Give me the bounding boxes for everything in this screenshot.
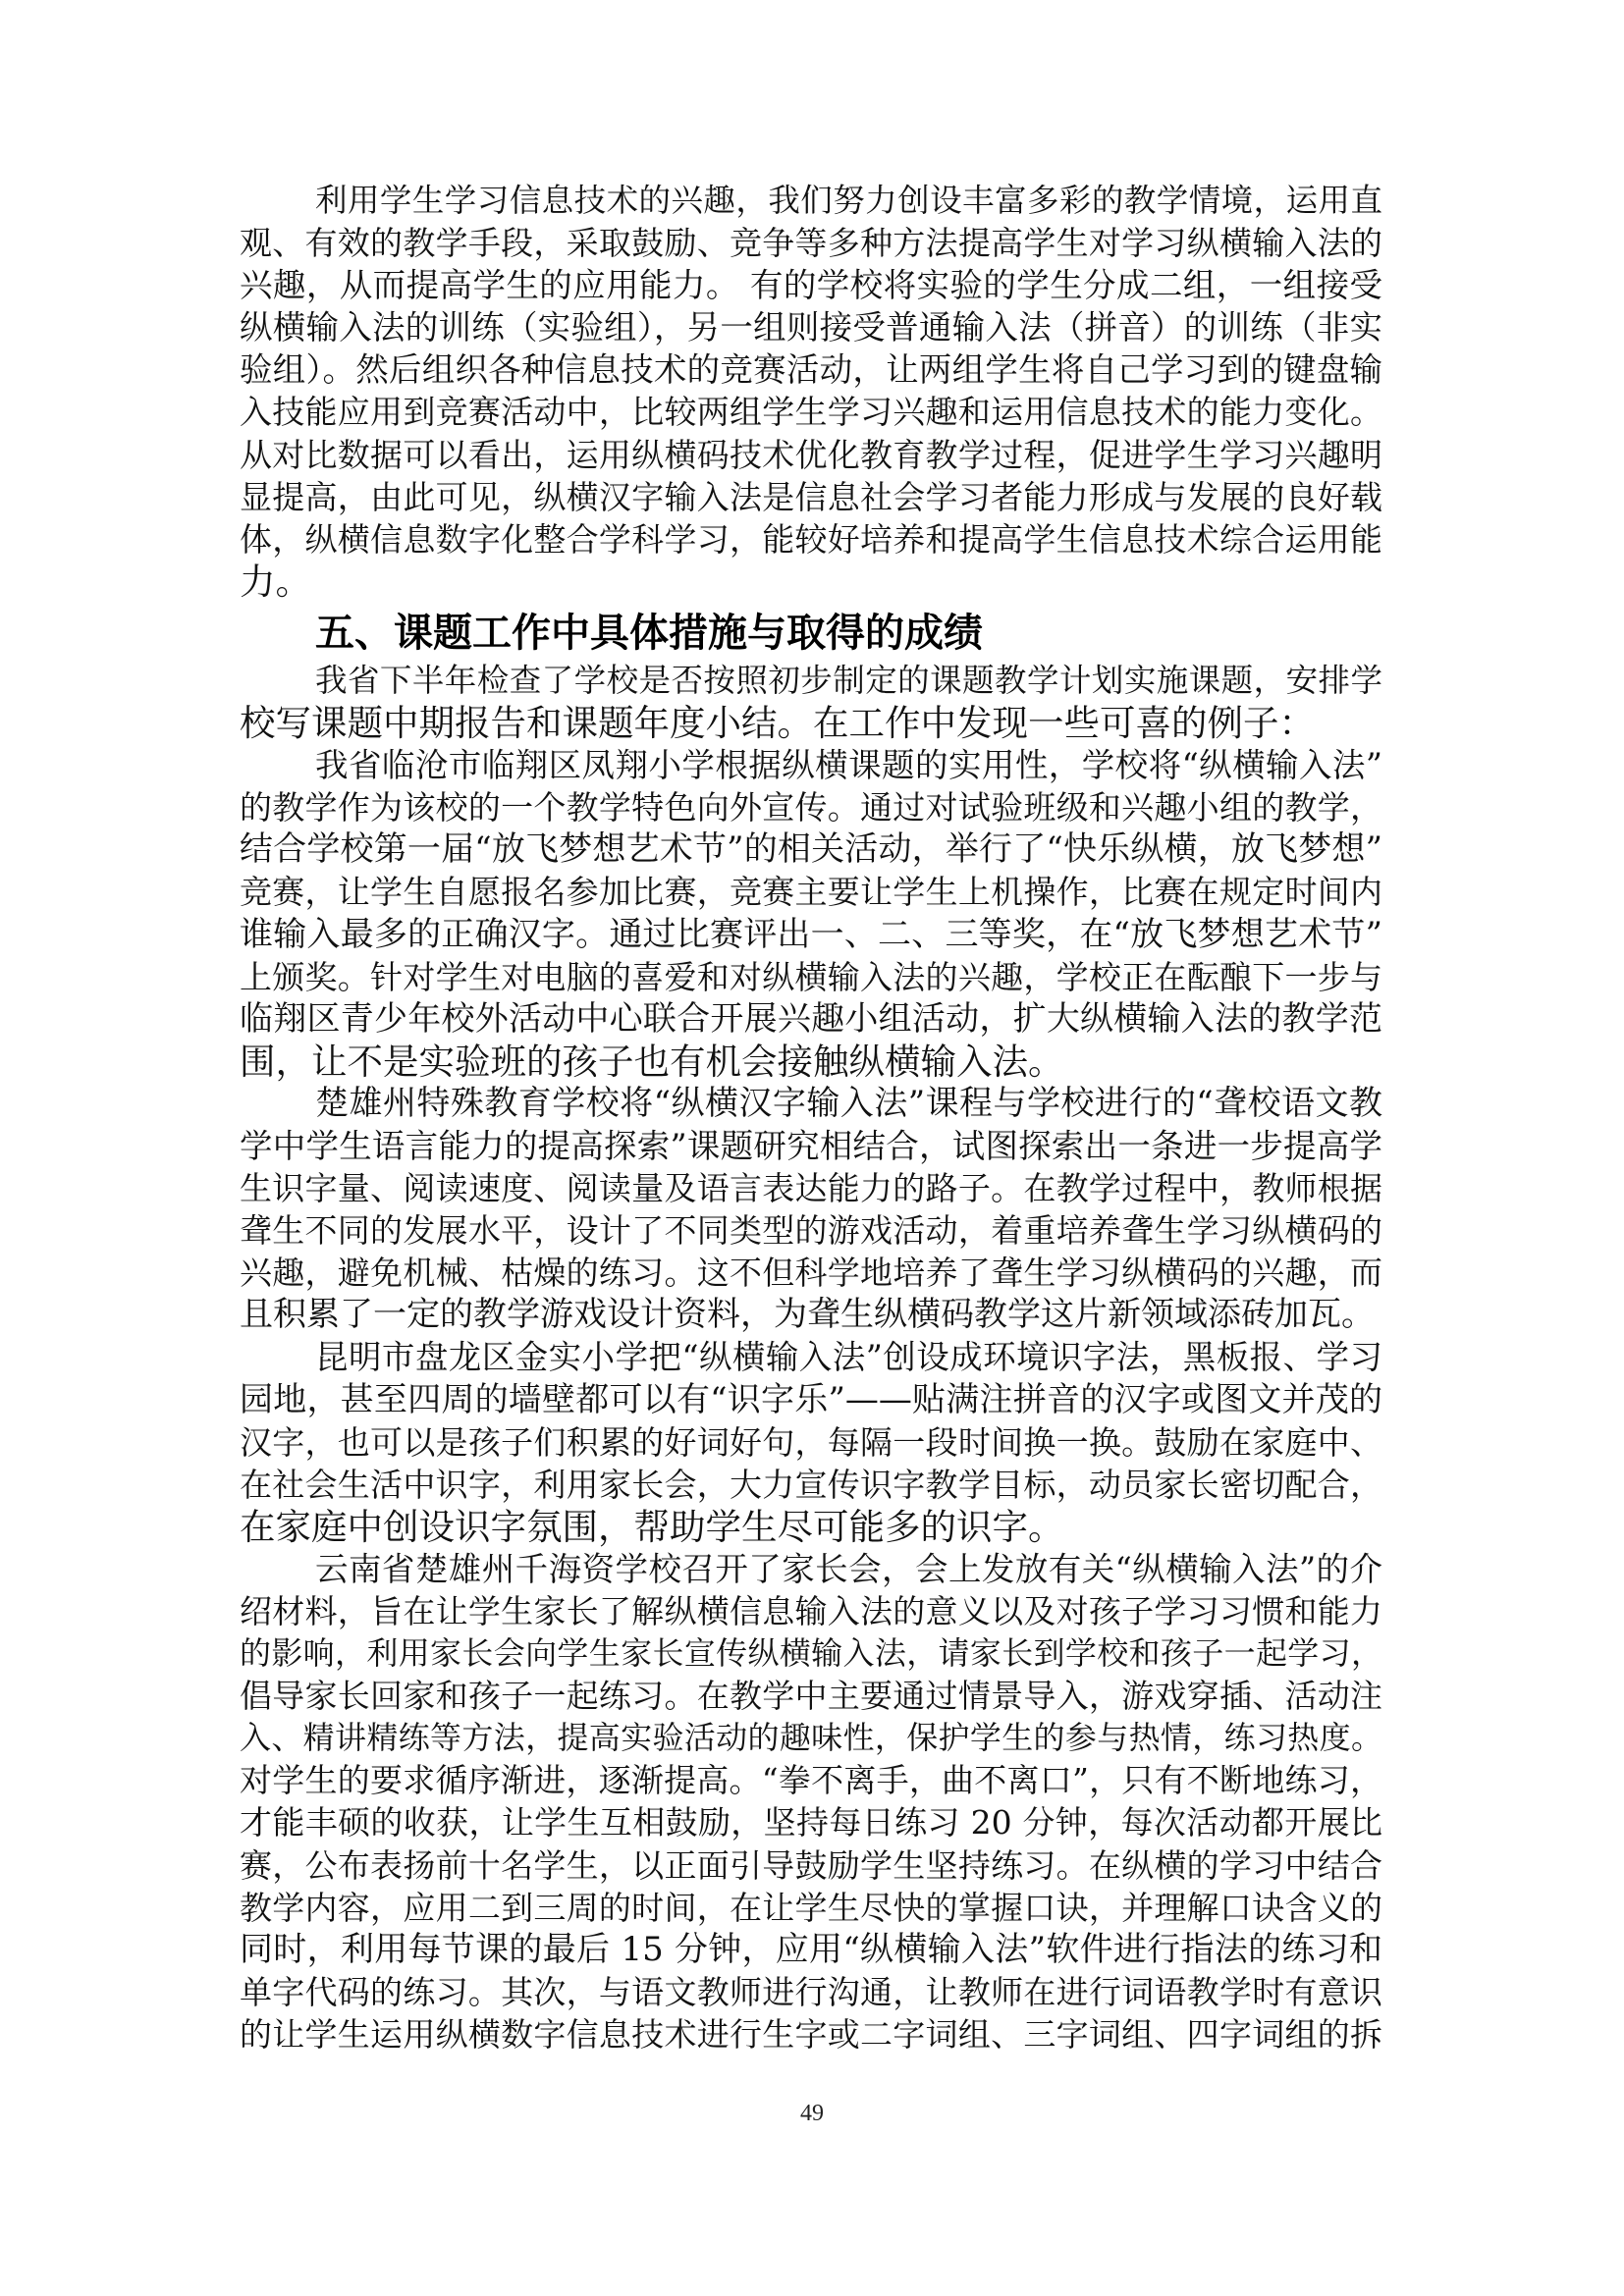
text-line: 我省下半年检查了学校是否按照初步制定的课题教学计划实施课题，安排学 — [315, 661, 1382, 699]
text-line: 兴趣，避免机械、枯燥的练习。这不但科学地培养了聋生学习纵横码的兴趣，而 — [240, 1254, 1382, 1293]
text-line: 才能丰硕的收获，让学生互相鼓励，坚持每日练习 20 分钟，每次活动都开展比 — [240, 1803, 1382, 1842]
paragraph-1 — [240, 180, 1382, 603]
paragraph-4 — [240, 1083, 1382, 1337]
text-line: 单字代码的练习。其次，与语文教师进行沟通，让教师在进行词语教学时有意识 — [240, 1972, 1382, 2011]
text-line: 在社会生活中识字，利用家长会，大力宣传识字教学目标，动员家长密切配合， — [240, 1465, 1382, 1504]
text-line: 验组）。然后组织各种信息技术的竞赛活动，让两组学生将自己学习到的键盘输 — [240, 350, 1382, 390]
text-line: 生识字量、阅读速度、阅读量及语言表达能力的路子。在教学过程中，教师根据 — [240, 1169, 1382, 1208]
text-line: 同时，利用每节课的最后 15 分钟，应用“纵横输入法”软件进行指法的练习和 — [240, 1929, 1382, 1969]
text-line: 显提高，由此可见，纵横汉字输入法是信息社会学习者能力形成与发展的良好载 — [240, 477, 1382, 516]
text-line: 云南省楚雄州千海资学校召开了家长会，会上发放有关“纵横输入法”的介 — [315, 1549, 1382, 1588]
text-line: 且积累了一定的教学游戏设计资料，为聋生纵横码教学这片新领域添砖加瓦。 — [240, 1295, 1375, 1335]
text-line: 我省临沧市临翔区凤翔小学根据纵横课题的实用性，学校将“纵横输入法” — [315, 746, 1382, 785]
text-line: 纵横输入法的训练（实验组），另一组则接受普通输入法（拼音）的训练（非实 — [240, 308, 1382, 347]
text-line: 入技能应用到竞赛活动中，比较两组学生学习兴趣和运用信息技术的能力变化。 — [240, 393, 1382, 432]
text-line: 围，让不是实验班的孩子也有机会接触纵横输入法。 — [240, 1040, 1064, 1083]
text-line: 结合学校第一届“放飞梦想艺术节”的相关活动，举行了“快乐纵横，放飞梦想” — [240, 829, 1382, 870]
paragraph-2 — [240, 660, 1382, 744]
text-line: 竞赛，让学生自愿报名参加比赛，竞赛主要让学生上机操作，比赛在规定时间内 — [240, 873, 1382, 912]
text-line: 体，纵横信息数字化整合学科学习，能较好培养和提高学生信息技术综合运用能 — [240, 519, 1382, 559]
text-line: 临翔区青少年校外活动中心联合开展兴趣小组活动，扩大纵横输入法的教学范 — [240, 998, 1382, 1039]
paragraph-3 — [240, 744, 1382, 1083]
paragraph-6 — [240, 1548, 1382, 2056]
text-line: 入、精讲精练等方法，提高实验活动的趣味性，保护学生的参与热情，练习热度。 — [240, 1719, 1382, 1757]
paragraph-5 — [240, 1336, 1382, 1547]
text-line: 学中学生语言能力的提高探索”课题研究相结合，试图探索出一条进一步提高学 — [240, 1126, 1382, 1165]
section-heading: 五、课题工作中具体措施与取得的成绩 — [315, 610, 983, 656]
text-line: 利用学生学习信息技术的兴趣，我们努力创设丰富多彩的教学情境，运用直 — [315, 182, 1382, 219]
text-line: 聋生不同的发展水平，设计了不同类型的游戏活动，着重培养聋生学习纵横码的 — [240, 1211, 1382, 1251]
text-line: 上颁奖。针对学生对电脑的喜爱和对纵横输入法的兴趣，学校正在酝酿下一步与 — [240, 957, 1382, 996]
text-line: 昆明市盘龙区金实小学把“纵横输入法”创设成环境识字法，黑板报、学习 — [315, 1338, 1382, 1377]
text-line: 对学生的要求循序渐进，逐渐提高。“拳不离手，曲不离口”，只有不断地练习， — [240, 1761, 1382, 1800]
text-line: 倡导家长回家和孩子一起练习。在教学中主要通过情景导入，游戏穿插、活动注 — [240, 1677, 1382, 1716]
text-line: 谁输入最多的正确汉字。通过比赛评出一、二、三等奖，在“放飞梦想艺术节” — [240, 914, 1382, 954]
text-line: 赛，公布表扬前十名学生，以正面引导鼓励学生坚持练习。在纵横的学习中结合 — [240, 1845, 1382, 1885]
text-line: 的教学作为该校的一个教学特色向外宣传。通过对试验班级和兴趣小组的教学， — [240, 788, 1382, 828]
text-line: 观、有效的教学手段，采取鼓励、竞争等多种方法提高学生对学习纵横输入法的 — [240, 224, 1382, 263]
text-line: 园地，甚至四周的墙壁都可以有“识字乐”——贴满注拼音的汉字或图文并茂的 — [240, 1379, 1382, 1419]
body-text — [240, 180, 1382, 2056]
text-line: 楚雄州特殊教育学校将“纵横汉字输入法”课程与学校进行的“聋校语文教 — [315, 1083, 1382, 1123]
text-line: 的影响，利用家长会向学生家长宣传纵横输入法，请家长到学校和孩子一起学习， — [240, 1634, 1382, 1673]
page-number: 49 — [800, 2101, 824, 2126]
text-line: 力。 — [240, 560, 311, 603]
text-line: 兴趣，从而提高学生的应用能力。 有的学校将实验的学生分成二组，一组接受 — [240, 266, 1382, 305]
text-line: 在家庭中创设识字氛围，帮助学生尽可能多的识字。 — [240, 1505, 1064, 1548]
text-line: 的让学生运用纵横数字信息技术进行生字或二字词组、三字词组、四字词组的拆 — [240, 2014, 1382, 2054]
text-line: 绍材料，旨在让学生家长了解纵横信息输入法的意义以及对孩子学习习惯和能力 — [240, 1592, 1382, 1630]
text-line: 汉字，也可以是孩子们积累的好词好句，每隔一段时间换一换。鼓励在家庭中、 — [240, 1422, 1382, 1462]
text-line: 校写课题中期报告和课题年度小结。在工作中发现一些可喜的例子： — [240, 702, 1315, 745]
text-line: 教学内容，应用二到三周的时间，在让学生尽快的掌握口诀，并理解口诀含义的 — [240, 1888, 1382, 1927]
text-line: 从对比数据可以看出，运用纵横码技术优化教育教学过程，促进学生学习兴趣明 — [240, 435, 1382, 474]
